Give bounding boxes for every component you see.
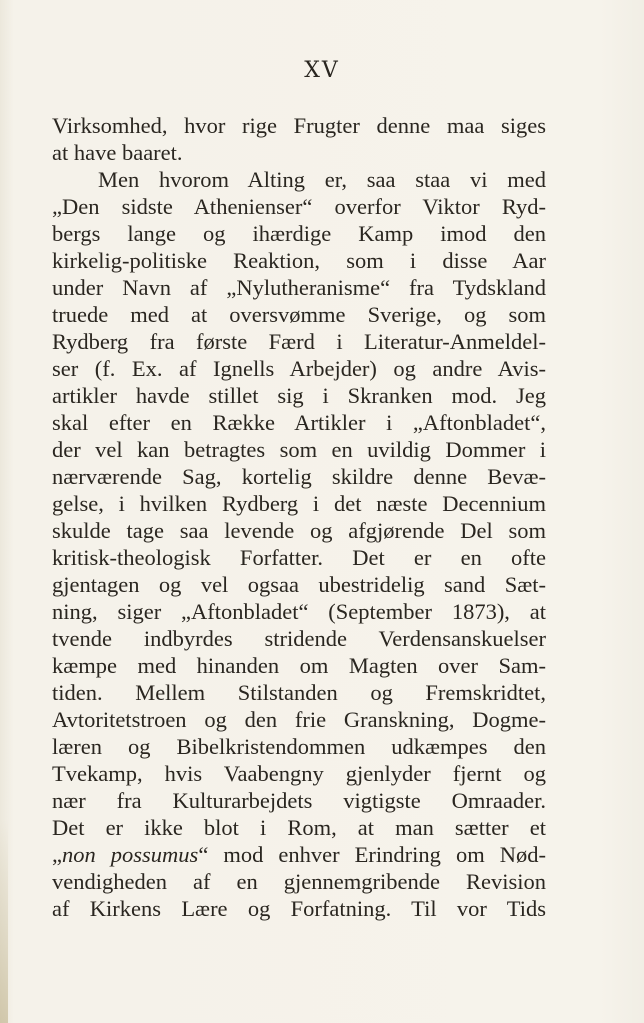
text-line: artikler havde stillet sig i Skranken mod. Jeg bbox=[52, 383, 546, 408]
text-line: Det er ikke blot i Rom, at man sætter et bbox=[52, 815, 546, 840]
body-text bbox=[52, 112, 546, 922]
text-line-italic-phrase bbox=[52, 841, 546, 868]
text-line: læren og Bibelkristendommen udkæmpes den bbox=[52, 734, 546, 759]
text-line: vendigheden af en gjennemgribende Revision bbox=[52, 869, 546, 894]
text-line: kirkelig-politiske Reaktion, som i disse Aar bbox=[52, 248, 546, 273]
text-line: af Kirkens Lære og Forfatning. Til vor Tids bbox=[52, 896, 546, 921]
page-edge-shadow bbox=[0, 820, 8, 1023]
text-line: Tvekamp, hvis Vaabengny gjenlyder fjernt og bbox=[52, 761, 546, 786]
text-line: Men hvorom Alting er, saa staa vi med bbox=[98, 167, 546, 192]
text-line: under Navn af „Nylutheranisme“ fra Tydskland bbox=[52, 275, 546, 300]
open-quote: „ bbox=[52, 842, 62, 867]
text-line: „Den sidste Athenienser“ overfor Viktor Ryd- bbox=[52, 194, 546, 219]
text-line: bergs lange og ihærdige Kamp imod den bbox=[52, 221, 546, 246]
text-line: gelse, i hvilken Rydberg i det næste Decennium bbox=[52, 491, 546, 516]
text-line: Avtoritetstroen og den frie Granskning, Dogme- bbox=[52, 707, 546, 732]
text-line: ser (f. Ex. af Ignells Arbejder) og andre Avis- bbox=[52, 356, 546, 381]
text-line: at have baaret. bbox=[52, 140, 183, 165]
text-line: ning, siger „Aftonbladet“ (September 1873), at bbox=[52, 599, 546, 624]
text-line: tvende indbyrdes stridende Verdensanskuelser bbox=[52, 626, 546, 651]
text-line: Virksomhed, hvor rige Frugter denne maa siges bbox=[52, 113, 546, 138]
text-line: skulde tage saa levende og afgjørende Del som bbox=[52, 518, 546, 543]
italic-phrase: non possumus bbox=[62, 842, 199, 867]
text-line: skal efter en Række Artikler i „Aftonbladet“, bbox=[52, 410, 546, 435]
text-line: truede med at oversvømme Sverige, og som bbox=[52, 302, 546, 327]
text-line: kritisk-theologisk Forfatter. Det er en ofte bbox=[52, 545, 546, 570]
text-line: Rydberg fra første Færd i Literatur-Anmeldel- bbox=[52, 329, 546, 354]
page-number: XV bbox=[304, 58, 340, 83]
text-line: nærværende Sag, kortelig skildre denne Bevæ- bbox=[52, 464, 546, 489]
text-line: tiden. Mellem Stilstanden og Fremskridtet, bbox=[52, 680, 546, 705]
text-line: nær fra Kulturarbejdets vigtigste Omraader. bbox=[52, 788, 546, 813]
text-line: kæmpe med hinanden om Magten over Sam- bbox=[52, 653, 546, 678]
text-line: der vel kan betragtes som en uvildig Dommer i bbox=[52, 437, 546, 462]
line-remainder: “ mod enhver Erindring om Nød- bbox=[198, 842, 546, 867]
text-line: gjentagen og vel ogsaa ubestridelig sand Sæt- bbox=[52, 572, 546, 597]
